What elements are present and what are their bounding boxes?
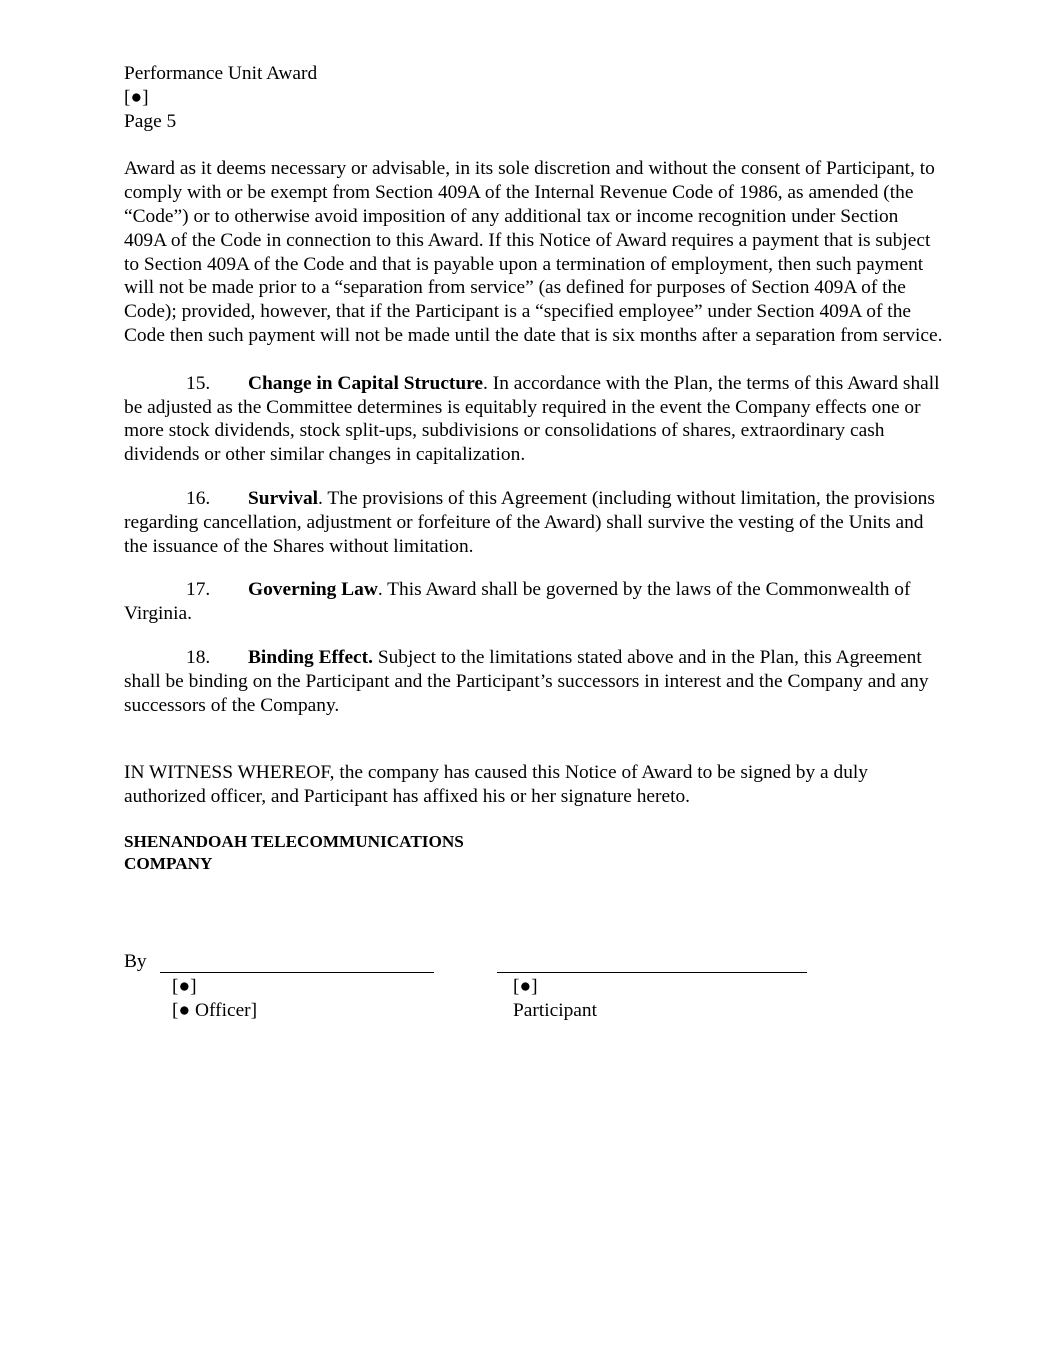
section-18 [124, 646, 944, 717]
company-name [124, 831, 944, 875]
officer-title: [● Officer] [172, 999, 258, 1021]
header-title: Performance Unit Award [124, 63, 318, 84]
officer-signature-label [172, 975, 257, 1023]
section-text: This Award shall be governed by the laws of the Commonwealth of Virginia. [124, 579, 911, 625]
participant-signature-line[interactable] [497, 972, 807, 973]
section-17 [124, 578, 944, 626]
document-page [124, 62, 944, 875]
intro-paragraph: Award as it deems necessary or advisable, in its sole discretion and without the consent of Participant, to comply with or be exempt from Section 409A of the Internal Revenue Code of 1986, as amended (the “Code”) or to otherwise avoid imposition of any additional tax or income recognition under Section 409A of the Code in connection to this Award. If this Notice of Award requires a payment that is subject to Section 409A of the Code and that is payable upon a termination of employment, then such payment will not be made prior to a “separation from service” (as defined for purposes of Section 409A of the Code); provided, however, that if the Participant is a “specified employee” under Section 409A of the Code then such payment will not be made until the date that is six months after a separation from service. [124, 158, 943, 346]
by-label: By [124, 951, 147, 972]
section-text: In accordance with the Plan, the terms of this Award shall be adjusted as the Committee determines is equitably required in the event the Company effects one or more stock dividends, stock split-ups, subdivisions or consolidations of shares, extraordinary cash dividends or other similar changes in capitalization. [124, 372, 940, 466]
section-number: 17. [186, 579, 211, 601]
company-name-line2: COMPANY [124, 853, 213, 873]
participant-name: [●] [513, 976, 538, 997]
header-placeholder: [●] [124, 86, 149, 108]
page-number: Page 5 [124, 110, 177, 132]
company-name-line1: SHENANDOAH TELECOMMUNICATIONS [124, 831, 464, 851]
signature-block [124, 948, 944, 1028]
participant-signature-label [513, 975, 597, 1023]
officer-signature-line[interactable] [160, 972, 434, 973]
section-title: Governing Law [248, 579, 378, 601]
section-16 [124, 487, 944, 558]
section-title: Survival [248, 487, 319, 509]
section-number: 16. [186, 487, 211, 509]
page-header [124, 62, 944, 133]
section-text: The provisions of this Agreement (including without limitation, the provisions regarding cancellation, adjustment or forfeiture of the Award) shall survive the vesting of the Units and the issuance of the Shares without limitation. [124, 487, 935, 557]
officer-name: [●] [172, 976, 197, 997]
section-text: Subject to the limitations stated above and in the Plan, this Agreement shall be binding on the Participant and the Participant’s successors in interest and the Company and any successors of the Company. [124, 646, 929, 716]
witness-paragraph: IN WITNESS WHEREOF, the company has caused this Notice of Award to be signed by a duly authorized officer, and Participant has affixed his or her signature hereto. [124, 762, 868, 808]
section-title: Change in Capital Structure [248, 372, 484, 394]
section-title-punct: . [483, 372, 488, 394]
section-number: 15. [186, 372, 211, 394]
section-title-punct: . [318, 487, 323, 509]
section-title: Binding Effect. [248, 646, 373, 668]
participant-title: Participant [513, 999, 598, 1021]
section-number: 18. [186, 646, 211, 668]
section-15 [124, 372, 944, 467]
section-title-punct: . [377, 579, 383, 601]
